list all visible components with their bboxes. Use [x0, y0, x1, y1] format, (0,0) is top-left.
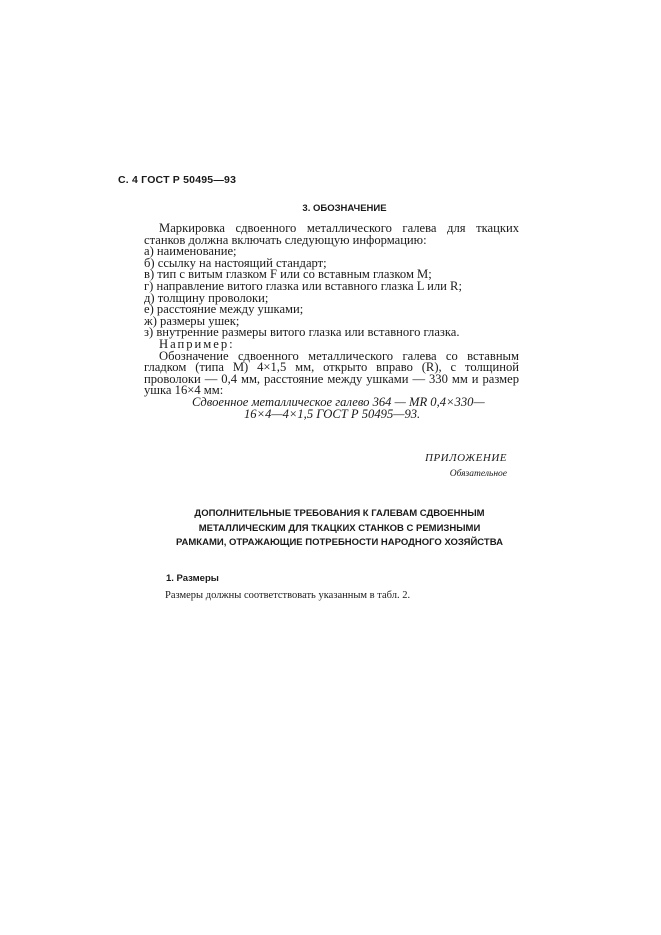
appendix-heading-line: ДОПОЛНИТЕЛЬНЫЕ ТРЕБОВАНИЯ К ГАЛЕВАМ СДВОЕННЫМ: [194, 508, 485, 519]
section-title: 3. ОБОЗНАЧЕНИЕ: [302, 203, 387, 214]
intro-paragraph: Маркировка сдвоенного металлического галева для ткацких станков должна включать следующую информацию:: [144, 221, 519, 247]
appendix-heading-line: МЕТАЛЛИЧЕСКИМ ДЛЯ ТКАЦКИХ СТАНКОВ С РЕМИЗНЫМИ: [198, 522, 481, 534]
list-item: д) толщину проволоки;: [144, 290, 269, 305]
subsection-title: 1. Размеры: [166, 573, 219, 584]
subsection-text: Размеры должны соответствовать указанным в табл. 2.: [165, 590, 411, 601]
example-lead: Например:: [159, 336, 235, 351]
appendix-heading-line: РАМКАМИ, ОТРАЖАЮЩИЕ ПОТРЕБНОСТИ НАРОДНОГО ХОЗЯЙСТВА: [176, 537, 503, 548]
page-header: С. 4 ГОСТ Р 50495—93: [118, 174, 237, 186]
section-body: [144, 223, 519, 420]
appendix-label: [425, 452, 507, 479]
example-designation-line-2: 16×4—4×1,5 ГОСТ Р 50495—93.: [244, 406, 421, 421]
list-item: з) внутренние размеры витого глазка или вставного глазка.: [144, 325, 460, 340]
appendix-heading: [0, 507, 661, 551]
appendix-note: Обязательное: [449, 469, 507, 479]
list-item: в) тип с витым глазком F или со вставным глазком M;: [144, 267, 432, 282]
list-item: е) расстояние между ушками;: [144, 302, 304, 317]
example-paragraph: Обозначение сдвоенного металлического галева со вставным гладком (типа M) 4×1,5 мм, открыто вправо (R), с толщиной проволоки — 0,4 мм, расстояние между ушками — 330 мм и размер ушка 16×4 мм:: [144, 348, 519, 398]
list-item: ж) размеры ушек;: [144, 313, 240, 328]
appendix-title: ПРИЛОЖЕНИЕ: [425, 452, 507, 464]
list-item: б) ссылку на настоящий стандарт;: [144, 255, 327, 270]
example-designation-line-1: Сдвоенное металлическое галево 364 — MR 0,4×330—: [192, 394, 485, 409]
list-item: г) направление витого глазка или вставного глазка L или R;: [144, 278, 462, 293]
list-item: а) наименование;: [144, 244, 237, 259]
